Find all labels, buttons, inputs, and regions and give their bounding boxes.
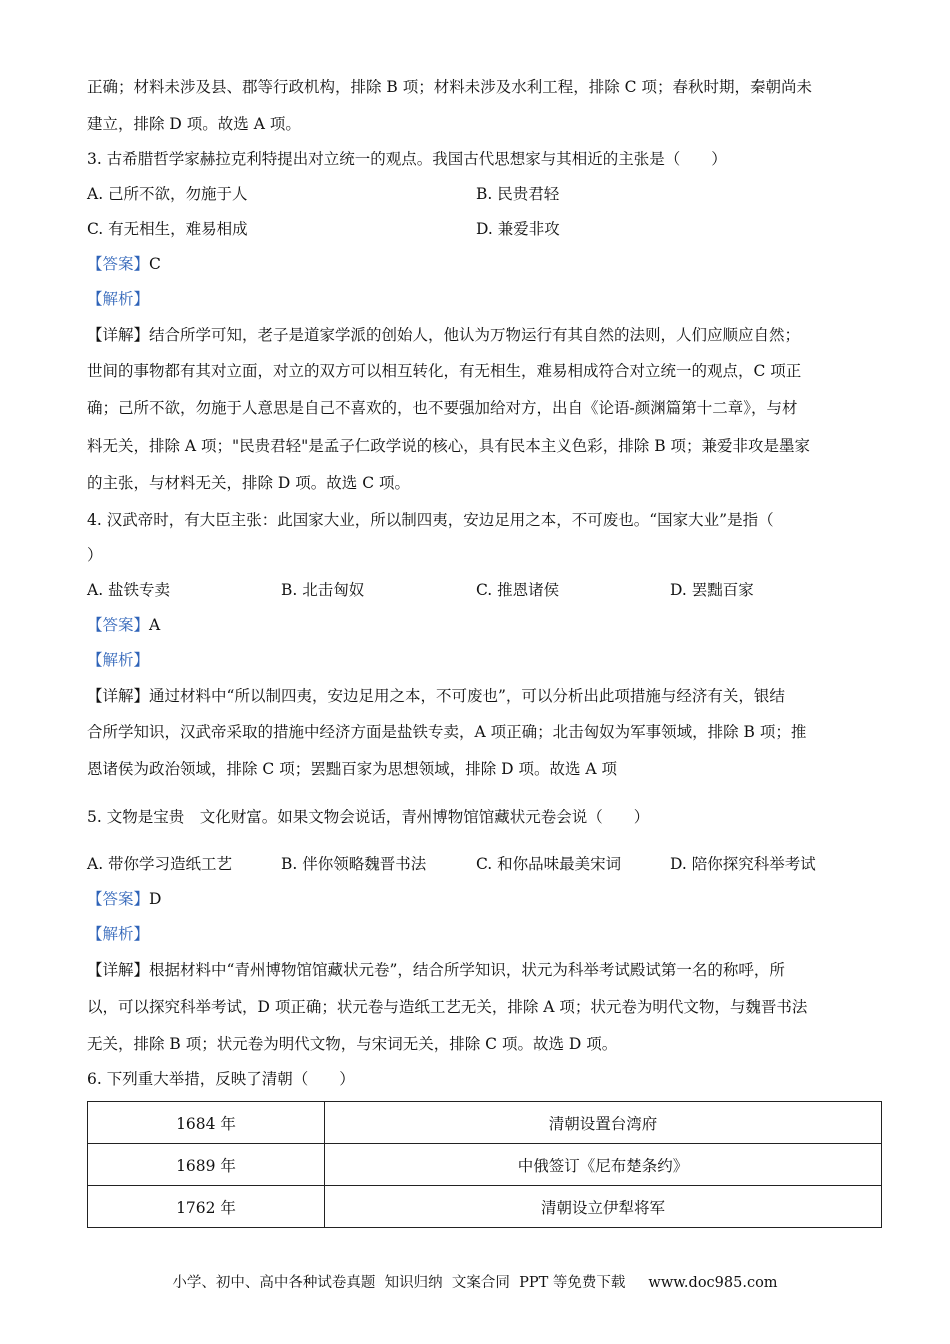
q4-stem: 4. 汉武帝时，有大臣主张：此国家大业，所以制四夷，安边足用之本，不可废也。“国家大业”是指（	[87, 511, 774, 529]
q3-option-c: C. 有无相生，难易相成	[87, 220, 248, 238]
table-cell-event: 清朝设立伊犁将军	[325, 1186, 882, 1228]
table-cell-year: 1684 年	[88, 1102, 325, 1144]
q5-detail-2: 以，可以探究科举考试，D 项正确；状元卷与造纸工艺无关，排除 A 项；状元卷为明代文物，与魏晋书法	[87, 998, 808, 1016]
q4-detail-3: 恩诸侯为政治领域，排除 C 项；罢黜百家为思想领域，排除 D 项。故选 A 项	[87, 760, 618, 778]
q5-option-d: D. 陪你探究科举考试	[670, 855, 816, 873]
q4-answer	[87, 615, 160, 635]
q5-option-c: C. 和你品味最美宋词	[476, 855, 622, 873]
q5-stem: 5. 文物是宝贵 文化财富。如果文物会说话，青州博物馆馆藏状元卷会说（ ）	[87, 808, 650, 826]
q6-stem: 6. 下列重大举措，反映了清朝（ ）	[87, 1070, 355, 1088]
detail-tag: 【详解】	[87, 961, 150, 979]
line-1: 正确；材料未涉及县、郡等行政机构，排除 B 项；材料未涉及水利工程，排除 C 项；春秋时期，秦朝尚未	[87, 78, 812, 96]
table-cell-year: 1689 年	[88, 1144, 325, 1186]
detail-text: 通过材料中“所以制四夷，安边足用之本，不可废也”，可以分析出此项措施与经济有关，银结	[149, 687, 785, 705]
q3-answer	[87, 254, 161, 274]
detail-text: 根据材料中“青州博物馆馆藏状元卷”，结合所学知识，状元为科举考试殿试第一名的称呼，所	[149, 961, 785, 979]
q3-analysis-tag: 【解析】	[87, 290, 150, 308]
table-row	[88, 1186, 882, 1228]
answer-value: D	[149, 890, 162, 908]
answer-tag: 【答案】	[87, 616, 150, 634]
q5-option-a: A. 带你学习造纸工艺	[87, 855, 233, 873]
line-2: 建立，排除 D 项。故选 A 项。	[87, 115, 301, 133]
table-cell-event: 清朝设置台湾府	[325, 1102, 882, 1144]
q3-detail-3: 确；己所不欲，勿施于人意思是自己不喜欢的，也不要强加给对方，出自《论语-颜渊篇第十二章》，与材	[87, 399, 798, 417]
q4-option-c: C. 推恩诸侯	[476, 581, 560, 599]
q4-detail-1	[87, 686, 785, 706]
answer-value: A	[149, 616, 161, 634]
q5-option-b: B. 伴你领略魏晋书法	[281, 855, 427, 873]
q4-stem-2: ）	[87, 546, 103, 564]
q3-detail-4: 料无关，排除 A 项；"民贵君轻"是孟子仁政学说的核心，具有民本主义色彩，排除 B 项；兼爱非攻是墨家	[87, 437, 811, 455]
answer-value: C	[149, 255, 161, 273]
q3-option-a: A. 己所不欲，勿施于人	[87, 185, 248, 203]
q4-option-d: D. 罢黜百家	[670, 581, 754, 599]
q5-detail-1	[87, 960, 785, 980]
q3-stem: 3. 古希腊哲学家赫拉克利特提出对立统一的观点。我国古代思想家与其相近的主张是（ ）	[87, 150, 727, 168]
table-row	[88, 1102, 882, 1144]
answer-tag: 【答案】	[87, 255, 150, 273]
q5-analysis-tag: 【解析】	[87, 925, 150, 943]
q6-table	[87, 1101, 882, 1228]
q4-option-a: A. 盐铁专卖	[87, 581, 171, 599]
q4-analysis-tag: 【解析】	[87, 651, 150, 669]
page-footer: 小学、初中、高中各种试卷真题 知识归纳 文案合同 PPT 等免费下载 www.doc985.com	[172, 1275, 778, 1291]
detail-tag: 【详解】	[87, 326, 150, 344]
detail-text: 结合所学可知，老子是道家学派的创始人，他认为万物运行有其自然的法则，人们应顺应自然；	[149, 326, 801, 344]
q4-option-b: B. 北击匈奴	[281, 581, 365, 599]
q5-answer	[87, 889, 161, 909]
answer-tag: 【答案】	[87, 890, 150, 908]
q4-detail-2: 合所学知识，汉武帝采取的措施中经济方面是盐铁专卖，A 项正确；北击匈奴为军事领域，排除 B 项；推	[87, 723, 807, 741]
q3-detail-1	[87, 325, 800, 345]
table-cell-event: 中俄签订《尼布楚条约》	[325, 1144, 882, 1186]
q3-detail-2: 世间的事物都有其对立面，对立的双方可以相互转化，有无相生，难易相成符合对立统一的观点，C 项正	[87, 362, 802, 380]
table-cell-year: 1762 年	[88, 1186, 325, 1228]
q3-detail-5: 的主张，与材料无关，排除 D 项。故选 C 项。	[87, 474, 410, 492]
table-row	[88, 1144, 882, 1186]
q3-option-b: B. 民贵君轻	[476, 185, 560, 203]
q3-option-d: D. 兼爱非攻	[476, 220, 560, 238]
detail-tag: 【详解】	[87, 687, 150, 705]
q5-detail-3: 无关，排除 B 项；状元卷为明代文物，与宋词无关，排除 C 项。故选 D 项。	[87, 1035, 618, 1053]
